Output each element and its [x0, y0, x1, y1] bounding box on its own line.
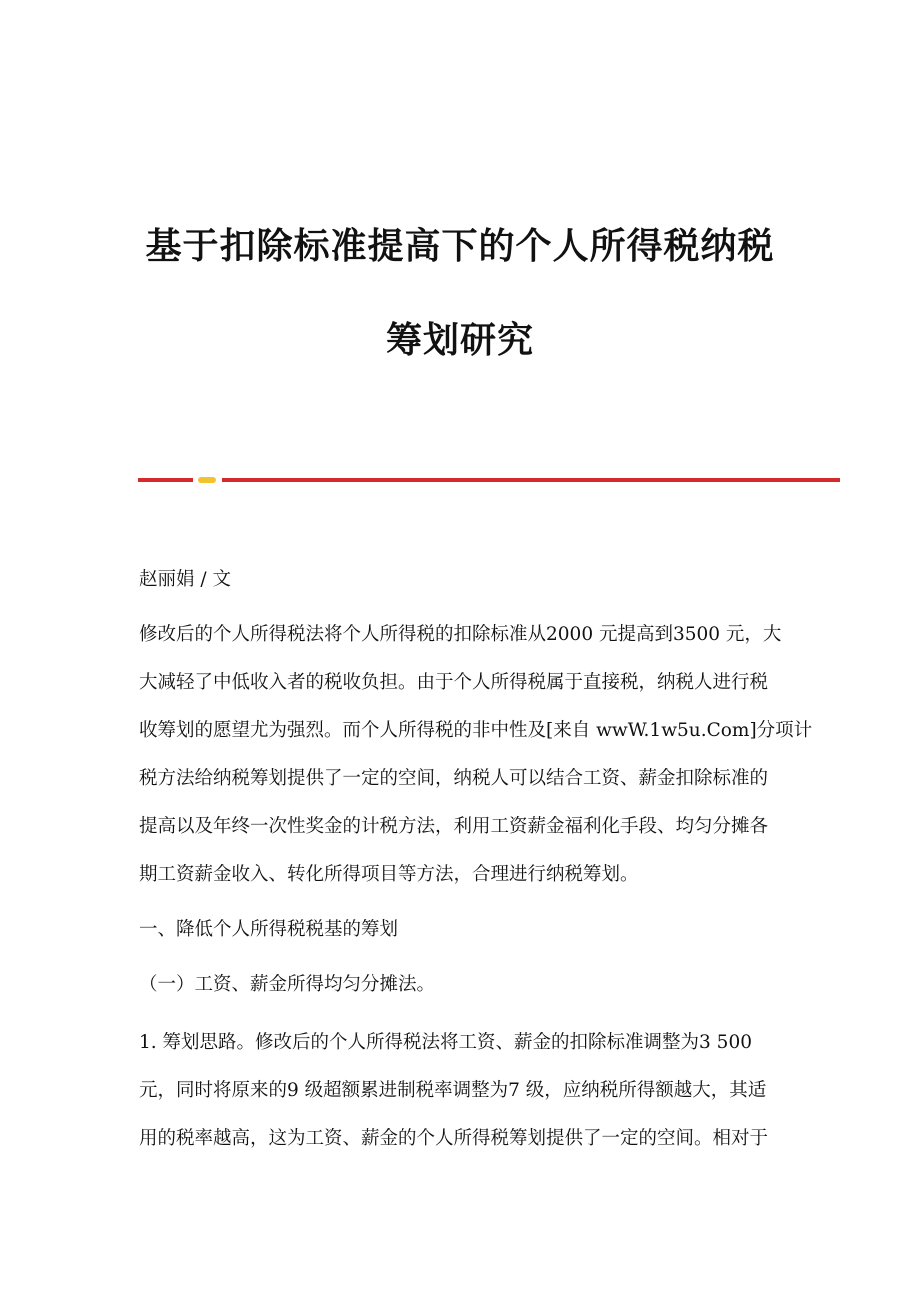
abstract-line: 提高以及年终一次性奖金的计税方法，利用工资薪金福利化手段、均匀分摊各 [139, 816, 769, 837]
document-title-line-1: 基于扣除标准提高下的个人所得税纳税 [145, 225, 775, 267]
abstract-line: 修改后的个人所得税法将个人所得税的扣除标准从2000 元提高到3500 元，大 [139, 624, 782, 645]
body-line: 元，同时将原来的9 级超额累进制税率调整为7 级，应纳税所得额越大，其适 [139, 1080, 767, 1101]
abstract-line: 税方法给纳税筹划提供了一定的空间，纳税人可以结合工资、薪金扣除标准的 [139, 768, 769, 789]
document-title-line-2: 筹划研究 [385, 319, 534, 361]
title-divider-left [138, 478, 193, 482]
subsection-heading: （一）工资、薪金所得均匀分摊法。 [139, 974, 436, 995]
abstract-line: 期工资薪金收入、转化所得项目等方法，合理进行纳税筹划。 [139, 864, 639, 885]
section-heading: 一、降低个人所得税税基的筹划 [139, 919, 399, 940]
body-line: 1. 筹划思路。修改后的个人所得税法将工资、薪金的扣除标准调整为3 500 [139, 1032, 752, 1053]
abstract-line: 大减轻了中低收入者的税收负担。由于个人所得税属于直接税，纳税人进行税 [139, 672, 769, 693]
title-divider-right [222, 478, 840, 482]
body-line: 用的税率越高，这为工资、薪金的个人所得税筹划提供了一定的空间。相对于 [139, 1128, 769, 1149]
divider-ornament-icon [198, 477, 216, 483]
abstract-line: 收筹划的愿望尤为强烈。而个人所得税的非中性及[来自 wwW.1w5u.Com]分项计 [139, 720, 813, 741]
author-byline: 赵丽娟 / 文 [139, 569, 231, 590]
